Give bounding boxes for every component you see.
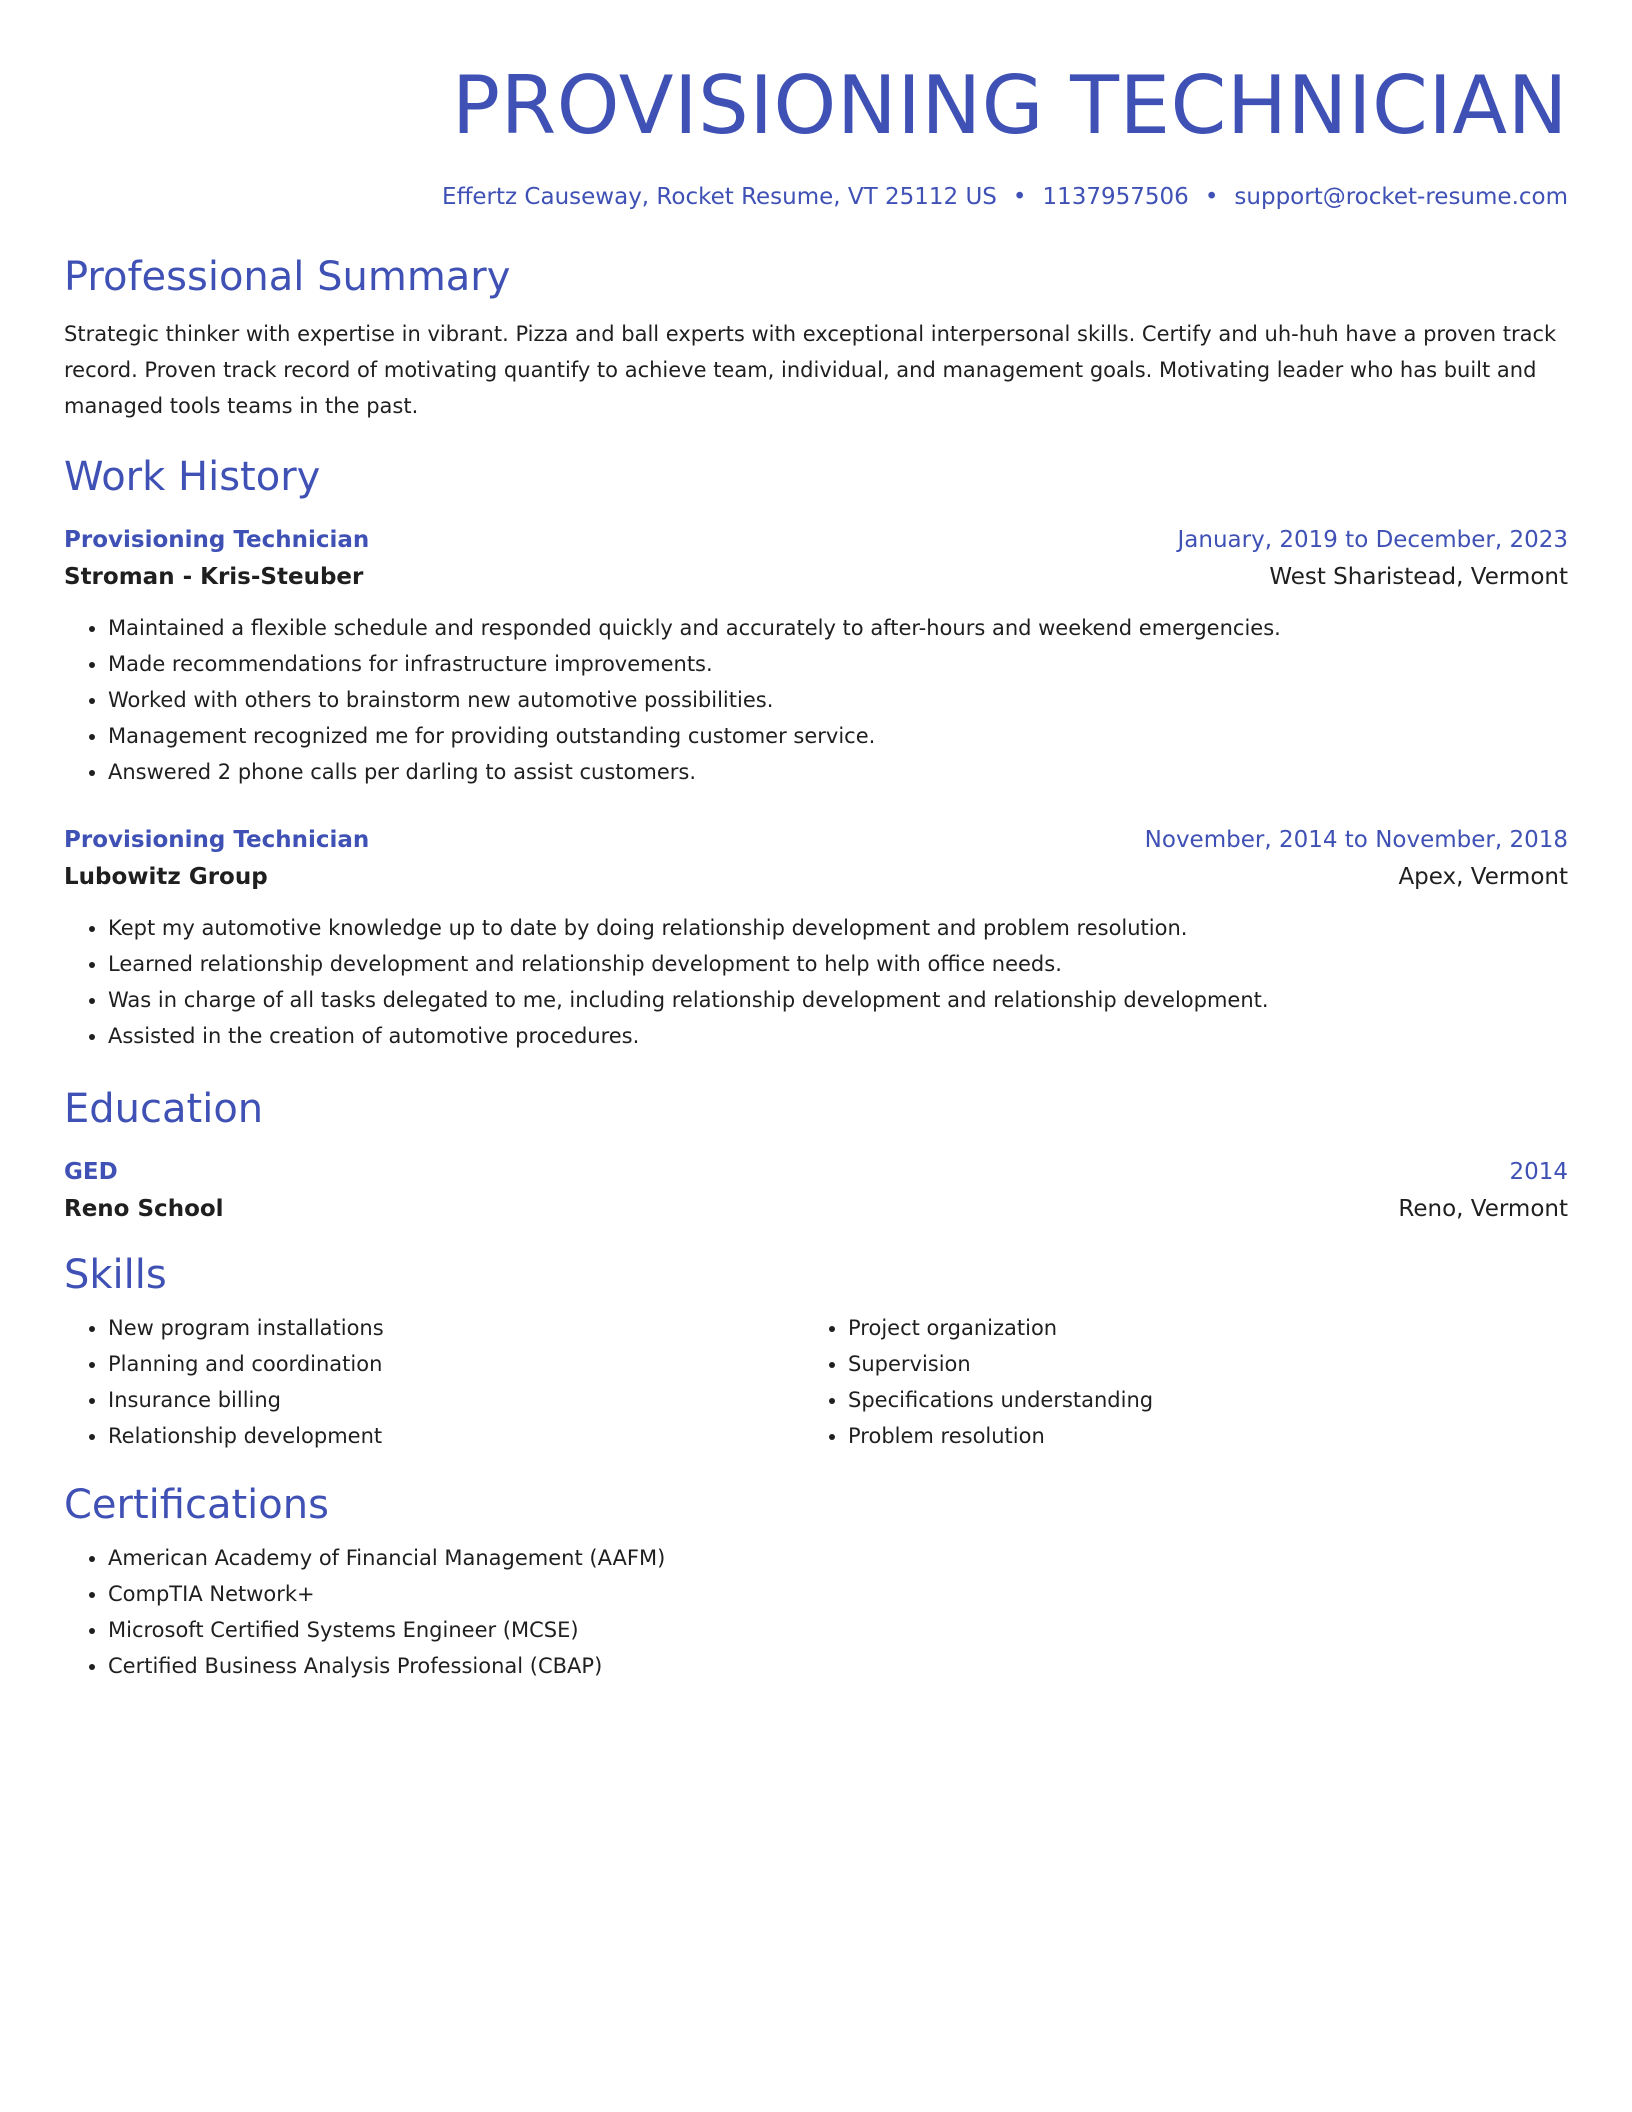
education-location: Reno, Vermont (1398, 1196, 1568, 1222)
education-school: Reno School (64, 1196, 224, 1222)
contact-line (64, 182, 1568, 212)
job-company: Stroman - Kris-Steuber (64, 564, 364, 590)
education-entry (64, 1154, 1568, 1228)
job-bullet: • Management recognized me for providing outstanding customer service. (108, 718, 1568, 754)
contact-address: Effertz Causeway, Rocket Resume, VT 25112 US (442, 184, 997, 210)
job-entry (64, 822, 1568, 1054)
skill-item: • Specifications understanding (848, 1382, 1544, 1418)
summary-heading: Professional Summary (64, 254, 511, 300)
skills-column-right (804, 1310, 1544, 1454)
job-bullets (64, 610, 1568, 790)
work-history-heading: Work History (64, 454, 321, 500)
job-role: Provisioning Technician (64, 527, 370, 553)
certification-item: • American Academy of Financial Management (AAFM) (108, 1540, 1568, 1576)
education-year: 2014 (1509, 1159, 1568, 1185)
certification-item: • Certified Business Analysis Professional (CBAP) (108, 1648, 1568, 1684)
summary-text: Strategic thinker with expertise in vibrant. Pizza and ball experts with exceptional interpersonal skills. Certify and uh-huh have a proven track record. Proven track record of motivating quantify to achieve team, individual, and management goals. Motivating leader who has built and managed tools teams in the past. (64, 322, 1557, 418)
job-bullet: • Maintained a flexible schedule and responded quickly and accurately to after-hours and weekend emergencies. (108, 610, 1568, 646)
skill-item: • Insurance billing (108, 1382, 804, 1418)
skill-item: • New program installations (108, 1310, 804, 1346)
job-role: Provisioning Technician (64, 827, 370, 853)
skill-item: • Planning and coordination (108, 1346, 804, 1382)
job-bullets (64, 910, 1568, 1054)
job-bullet: • Answered 2 phone calls per darling to assist customers. (108, 754, 1568, 790)
job-dates: November, 2014 to November, 2018 (1144, 827, 1568, 853)
job-entry (64, 522, 1568, 790)
certification-item: • Microsoft Certified Systems Engineer (MCSE) (108, 1612, 1568, 1648)
resume-page (64, 0, 1568, 1684)
contact-separator: • (1012, 184, 1027, 210)
skill-item: • Project organization (848, 1310, 1544, 1346)
skill-item: • Supervision (848, 1346, 1544, 1382)
job-bullet: • Kept my automotive knowledge up to date by doing relationship development and problem resolution. (108, 910, 1568, 946)
skill-item: • Problem resolution (848, 1418, 1544, 1454)
certifications-list (64, 1540, 1568, 1684)
job-bullet: • Was in charge of all tasks delegated to me, including relationship development and relationship development. (108, 982, 1568, 1018)
education-heading: Education (64, 1086, 264, 1132)
skill-item: • Relationship development (108, 1418, 804, 1454)
skills-column-left (64, 1310, 804, 1454)
job-bullet: • Assisted in the creation of automotive procedures. (108, 1018, 1568, 1054)
certifications-heading: Certifications (64, 1482, 329, 1528)
job-dates: January, 2019 to December, 2023 (1177, 527, 1568, 553)
job-location: West Sharistead, Vermont (1269, 564, 1568, 590)
job-bullet: • Made recommendations for infrastructure improvements. (108, 646, 1568, 682)
contact-email[interactable]: support@rocket-resume.com (1234, 184, 1568, 210)
job-company: Lubowitz Group (64, 864, 268, 890)
education-degree: GED (64, 1159, 118, 1185)
certification-item: • CompTIA Network+ (108, 1576, 1568, 1612)
job-location: Apex, Vermont (1398, 864, 1568, 890)
job-bullet: • Worked with others to brainstorm new automotive possibilities. (108, 682, 1568, 718)
skills-grid (64, 1310, 1568, 1454)
contact-phone[interactable]: 1137957506 (1042, 184, 1189, 210)
contact-separator: • (1204, 184, 1219, 210)
skills-heading: Skills (64, 1252, 167, 1298)
job-bullet: • Learned relationship development and relationship development to help with office needs. (108, 946, 1568, 982)
candidate-title: PROVISIONING TECHNICIAN (451, 59, 1568, 152)
